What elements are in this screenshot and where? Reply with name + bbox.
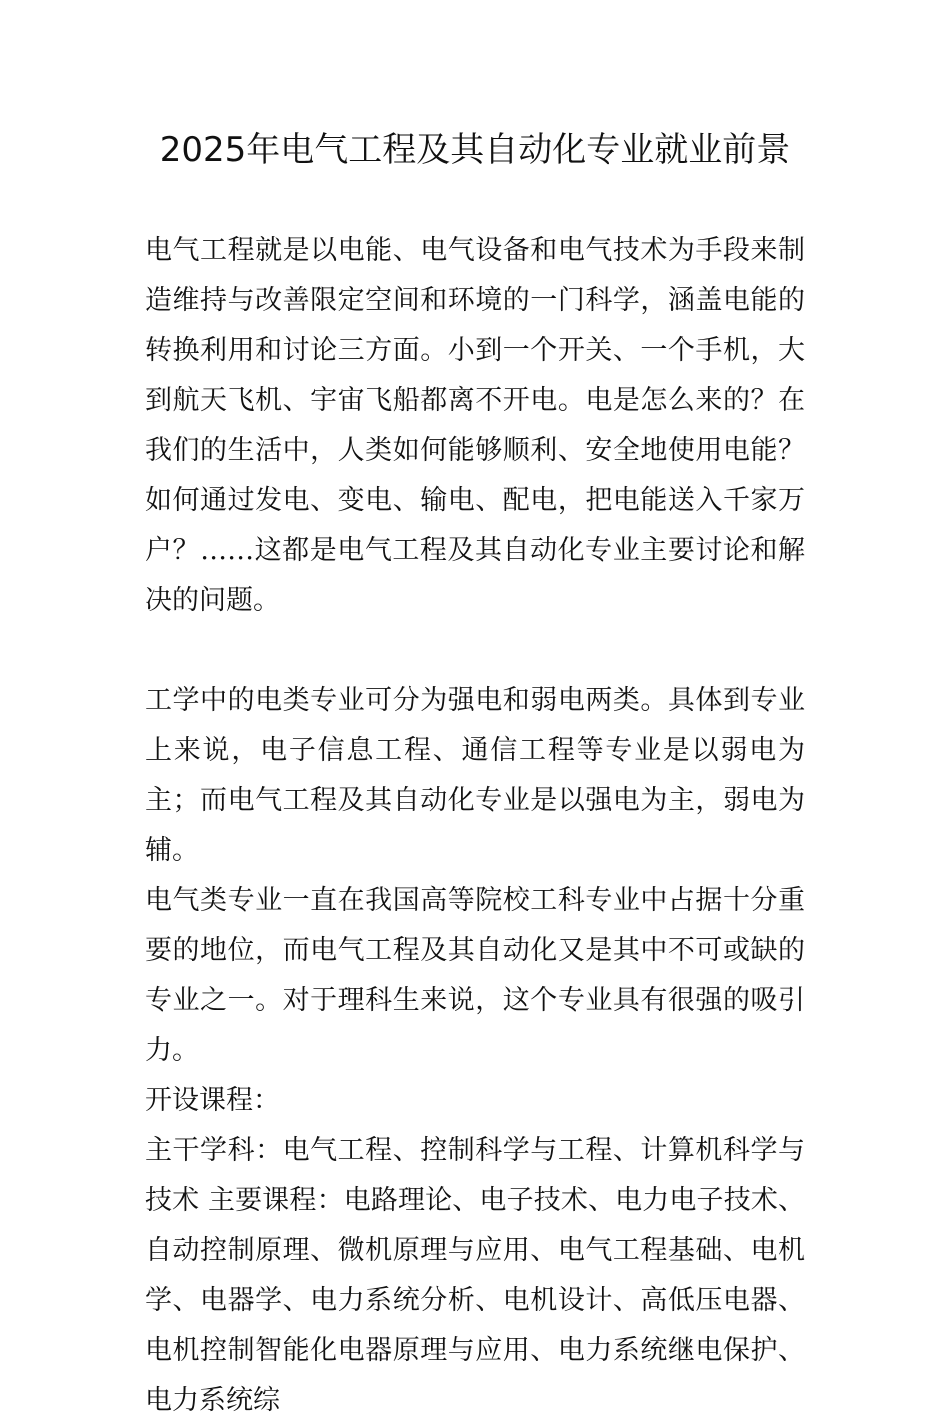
paragraph-spacer <box>145 626 805 676</box>
paragraph-importance: 电气类专业一直在我国高等院校工科专业中占据十分重要的地位，而电气工程及其自动化又是其中不可或缺的专业之一。对于理科生来说，这个专业具有很强的吸引力。 <box>145 885 805 1066</box>
paragraph-courses-heading: 开设课程： <box>145 1085 280 1116</box>
document-body <box>145 226 805 1426</box>
paragraph-courses: 主干学科：电气工程、控制科学与工程、计算机科学与技术 主要课程：电路理论、电子技术、电力电子技术、自动控制原理、微机原理与应用、电气工程基础、电机学、电器学、电力系统分析、电机设计、高低压电器、电机控制智能化电器原理与应用、电力系统继电保护、电力系统综 <box>145 1135 805 1416</box>
paragraph-intro: 电气工程就是以电能、电气设备和电气技术为手段来制造维持与改善限定空间和环境的一门科学，涵盖电能的转换利用和讨论三方面。小到一个开关、一个手机，大到航天飞机、宇宙飞船都离不开电。电是怎么来的？在我们的生活中，人类如何能够顺利、安全地使用电能？如何通过发电、变电、输电、配电，把电能送入千家万户？……这都是电气工程及其自动化专业主要讨论和解决的问题。 <box>145 235 805 616</box>
paragraph-strong-weak-current: 工学中的电类专业可分为强电和弱电两类。具体到专业上来说，电子信息工程、通信工程等专业是以弱电为主；而电气工程及其自动化专业是以强电为主，弱电为辅。 <box>145 685 805 866</box>
document-title: 2025年电气工程及其自动化专业就业前景 <box>159 130 791 170</box>
